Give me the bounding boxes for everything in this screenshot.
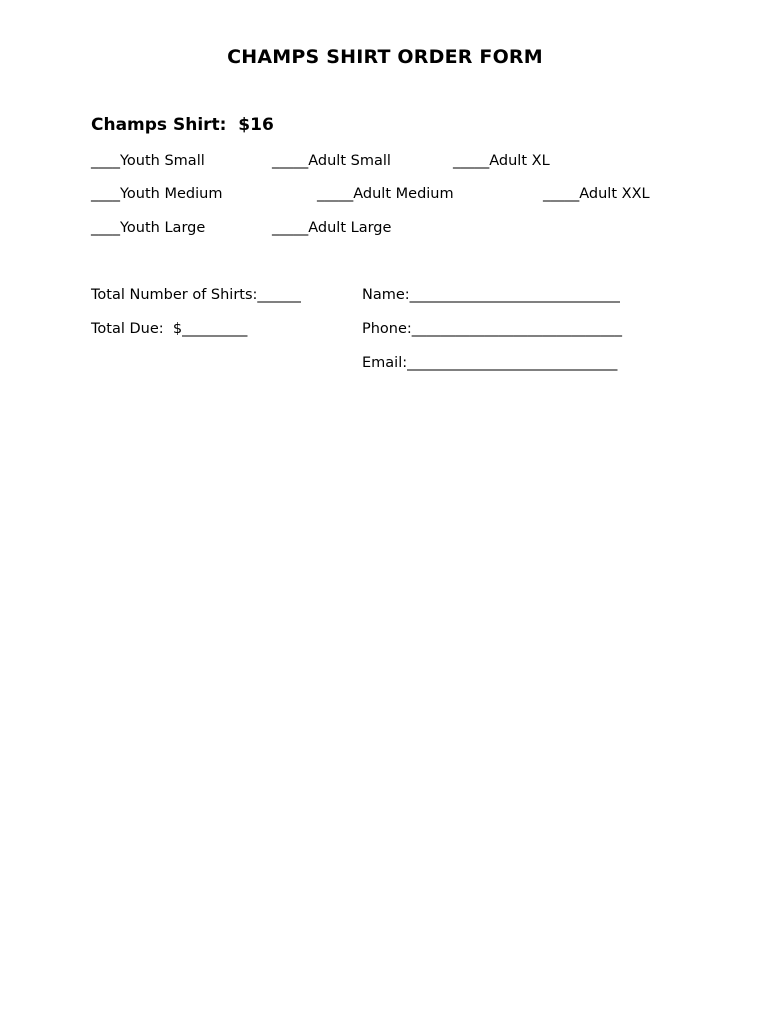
size-option-youth-large: ____Youth Large xyxy=(91,220,206,236)
product-heading: Champs Shirt: $16 xyxy=(91,115,274,135)
size-option-adult-xxl: _____Adult XXL xyxy=(543,186,650,202)
total-shirts-field: Total Number of Shirts:______ xyxy=(91,287,301,303)
email-field: Email:_____________________________ xyxy=(362,355,618,371)
total-due-field: Total Due: $_________ xyxy=(91,321,248,337)
phone-field: Phone:_____________________________ xyxy=(362,321,623,337)
size-option-adult-large: _____Adult Large xyxy=(272,220,392,236)
size-option-adult-small: _____Adult Small xyxy=(272,153,391,169)
form-title: CHAMPS SHIRT ORDER FORM xyxy=(227,46,543,68)
size-option-youth-medium: ____Youth Medium xyxy=(91,186,223,202)
size-option-youth-small: ____Youth Small xyxy=(91,153,205,169)
size-option-adult-medium: _____Adult Medium xyxy=(317,186,454,202)
name-field: Name:_____________________________ xyxy=(362,287,620,303)
size-option-adult-xl: _____Adult XL xyxy=(453,153,550,169)
